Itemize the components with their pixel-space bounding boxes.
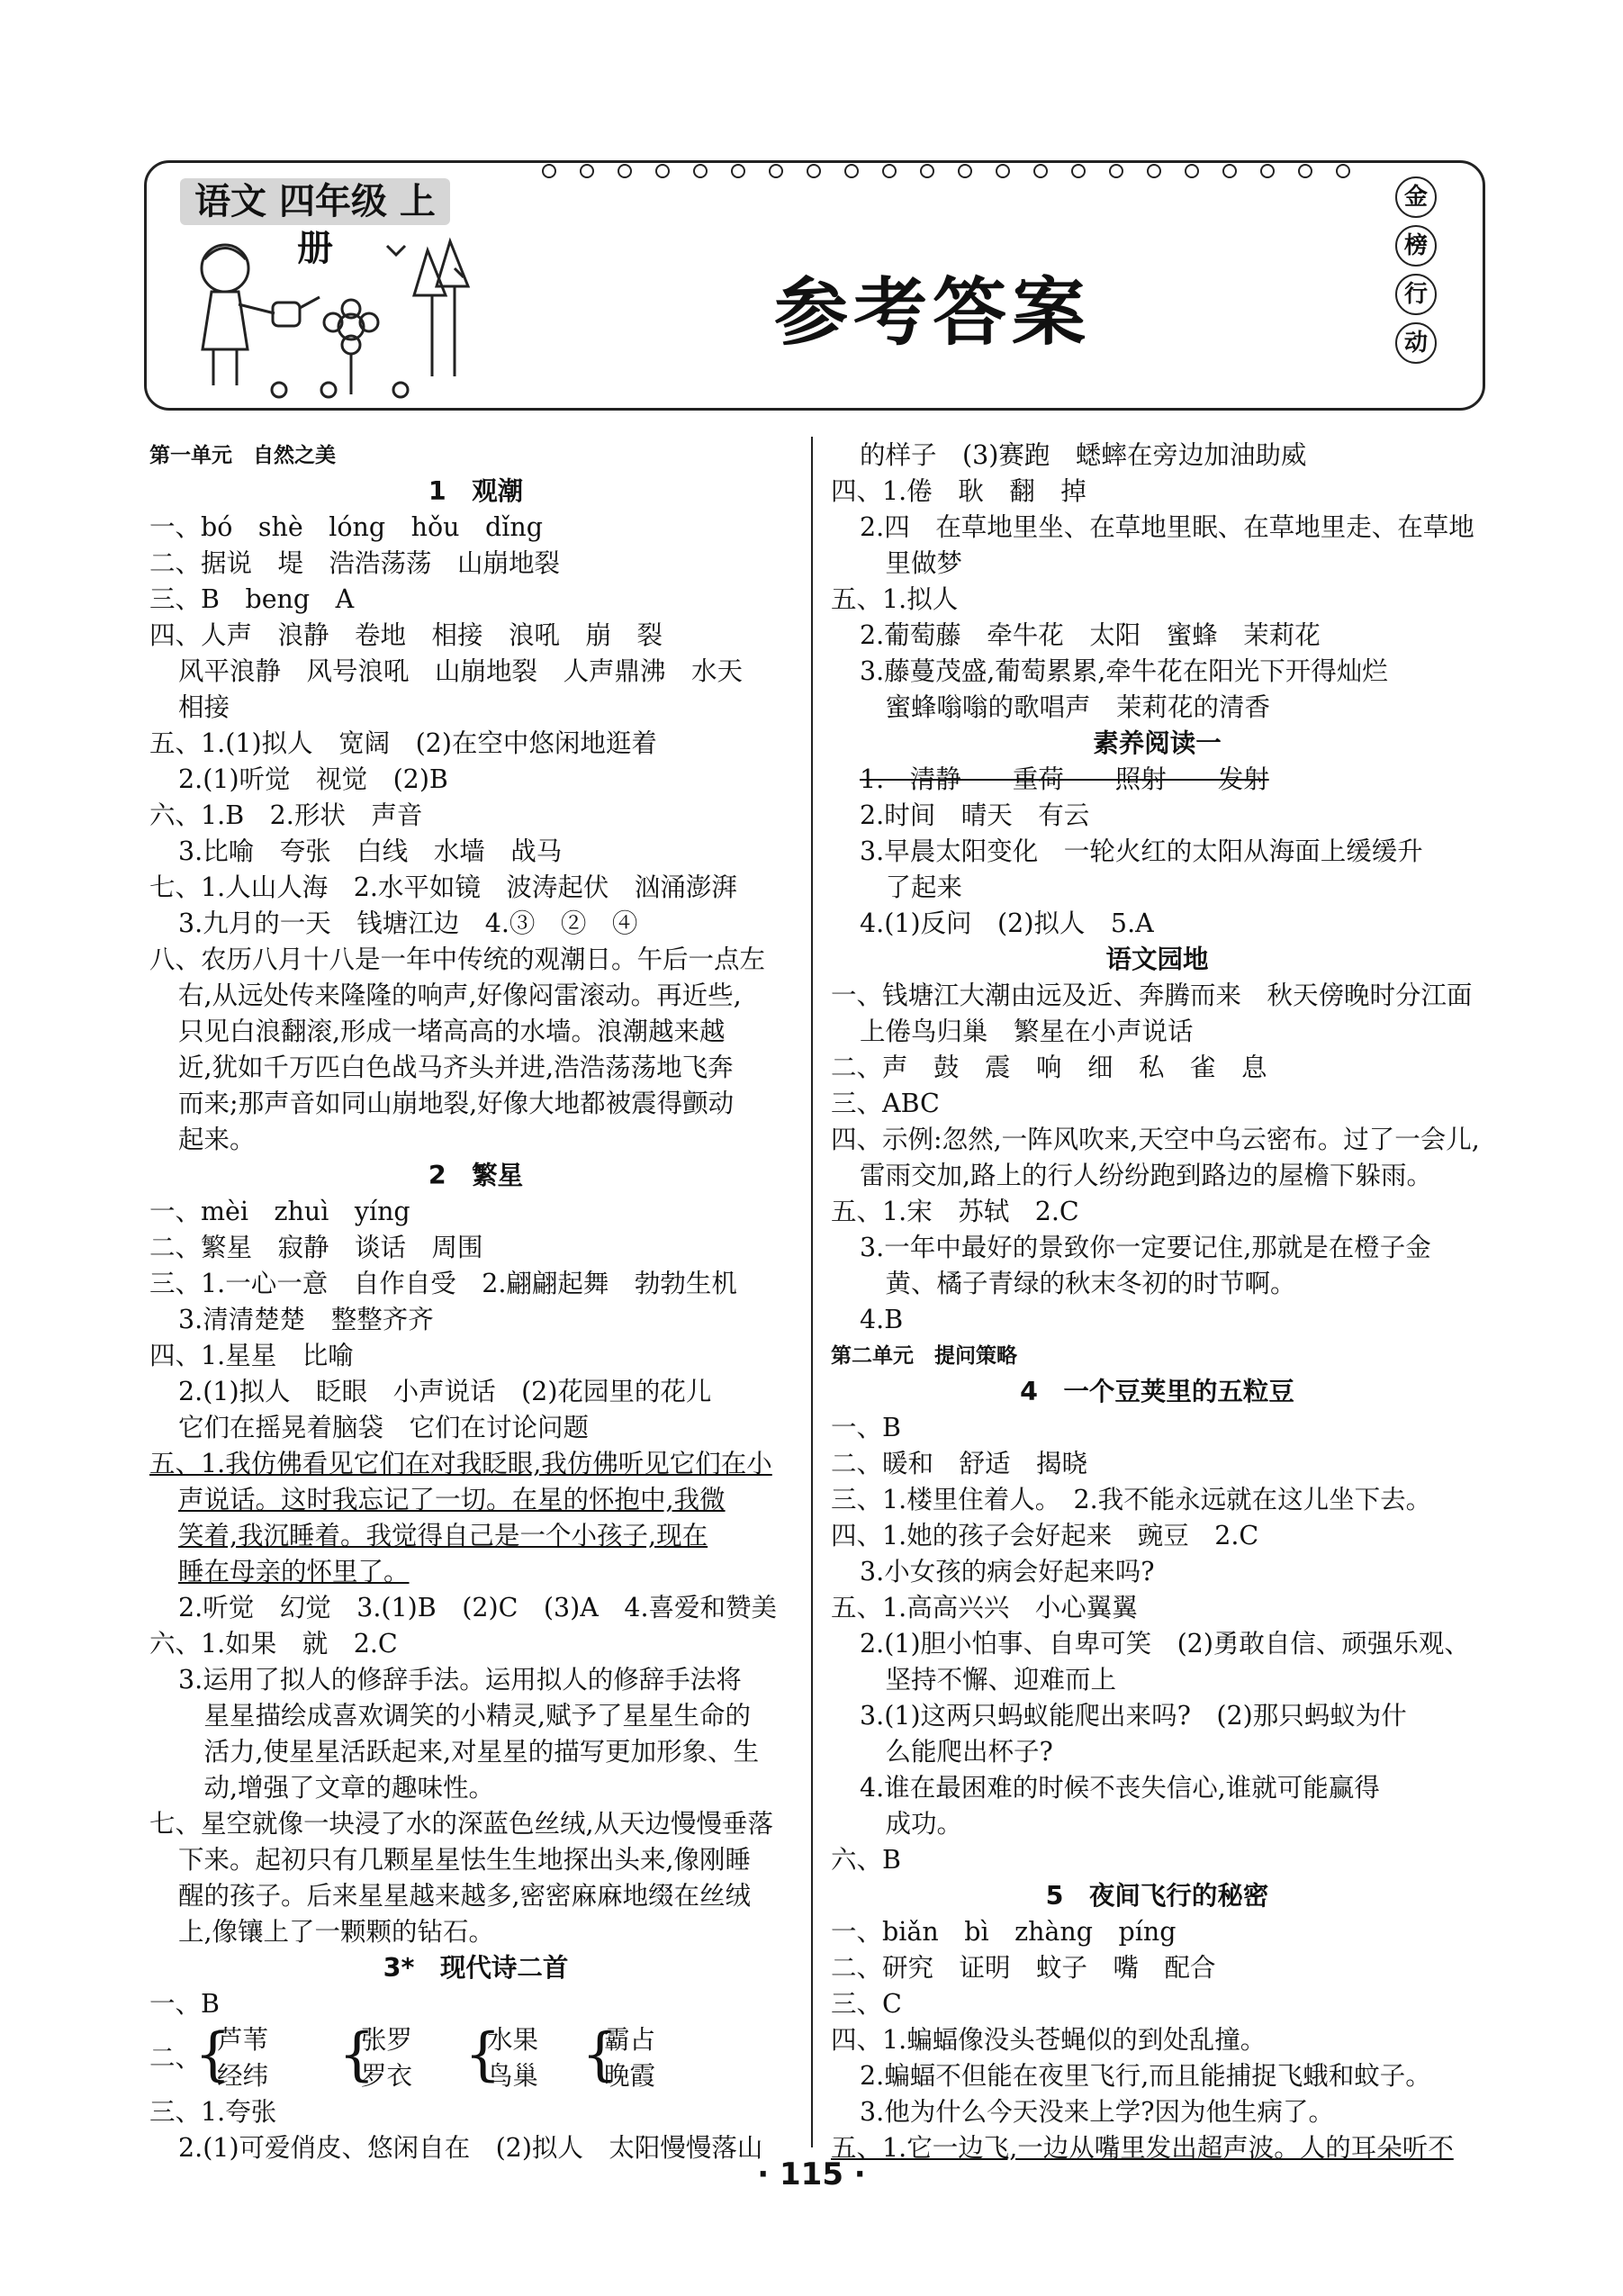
answer-line: 3.九月的一天 钱塘江边 4.③ ② ④ xyxy=(178,908,638,938)
underlined-answer-line: 声说话。这时我忘记了一切。在星的怀抱中,我微 xyxy=(178,1485,726,1514)
answer-line: 二、研究 证明 蚊子 嘴 配合 xyxy=(831,1953,1216,1983)
answer-line: 蜜蜂嗡嗡的歌唱声 茉莉花的清香 xyxy=(860,692,1271,722)
answer-line: 3.(1)这两只蚂蚁能爬出来吗? (2)那只蚂蚁为什 xyxy=(860,1701,1407,1731)
answer-line: 坚持不懈、迎难而上 xyxy=(860,1665,1117,1695)
answer-line: 六、B xyxy=(831,1845,901,1875)
answer-line: 二、暖和 舒适 揭晓 xyxy=(831,1449,1088,1478)
answer-line: 二、声 鼓 震 响 细 私 雀 息 xyxy=(831,1053,1267,1082)
answer-line: 一、mèi zhuì yíng xyxy=(149,1197,410,1226)
answer-line: 四、示例:忽然,一阵风吹来,天空中乌云密布。过了一会儿, xyxy=(831,1125,1480,1154)
answer-line: 里做梦 xyxy=(860,548,963,578)
answer-line: 3.一年中最好的景致你一定要记住,那就是在橙子金 xyxy=(860,1233,1431,1262)
answer-line: 2.(1)可爱俏皮、悠闲自在 (2)拟人 太阳慢慢落山 xyxy=(178,2133,763,2163)
answer-line: 三、C xyxy=(831,1989,902,2019)
brand-char: 行 xyxy=(1395,274,1437,315)
brace-word: 霸占 xyxy=(604,2025,656,2055)
answer-line: 一、B xyxy=(831,1413,901,1442)
answer-line: 4.(1)反问 (2)拟人 5.A xyxy=(860,908,1154,938)
answer-line: 五、1.拟人 xyxy=(831,584,959,614)
answer-line: 近,犹如千万匹白色战马齐头并进,浩浩荡荡地飞奔 xyxy=(178,1053,734,1082)
answer-line: 下来。起初只有几颗星星怯生生地探出头来,像刚睡 xyxy=(178,1845,752,1875)
brace-word: 芦苇 xyxy=(217,2025,269,2055)
answer-line: 黄、橘子青绿的秋末冬初的时节啊。 xyxy=(860,1269,1296,1298)
answer-line: 2.时间 晴天 有云 xyxy=(860,800,1090,830)
answer-line: 七、1.人山人海 2.水平如镜 波涛起伏 汹涌澎湃 xyxy=(149,872,737,902)
brace-word: 水果 xyxy=(487,2025,539,2055)
answer-line: 相接 xyxy=(178,692,230,722)
answer-line: 3.早晨太阳变化 一轮火红的太阳从海面上缓缓升 xyxy=(860,836,1423,866)
answer-line: 四、人声 浪静 卷地 相接 浪吼 崩 裂 xyxy=(149,620,663,650)
answer-line: 一、biǎn bì zhàng píng xyxy=(831,1917,1177,1947)
answer-line: 二、繁星 寂静 谈话 周围 xyxy=(149,1233,483,1262)
girl-watering-flowers-illustration xyxy=(185,232,491,403)
answer-line: 二、据说 堤 浩浩荡荡 山崩地裂 xyxy=(149,548,561,578)
answer-line: 2.(1)胆小怕事、自卑可笑 (2)勇敢自信、顽强乐观、 xyxy=(860,1629,1470,1659)
answer-line: 2.葡萄藤 牵牛花 太阳 蜜蜂 茉莉花 xyxy=(860,620,1321,650)
answer-line: 风平浪静 风号浪吼 山崩地裂 人声鼎沸 水天 xyxy=(178,656,744,686)
underlined-answer-line: 睡在母亲的怀里了。 xyxy=(178,1557,410,1586)
answer-line: 起来。 xyxy=(178,1125,256,1154)
answer-line: 右,从远处传来隆隆的响声,好像闷雷滚动。再近些, xyxy=(178,981,742,1010)
answer-line: 3.他为什么今天没来上学?因为他生病了。 xyxy=(860,2097,1334,2127)
answer-line: 五、1.宋 苏轼 2.C xyxy=(831,1197,1079,1226)
left-column xyxy=(149,438,802,2166)
lesson-title: 5 夜间飞行的秘密 xyxy=(1045,1881,1269,1911)
answer-line: 一、bó shè lóng hǒu dǐng xyxy=(149,512,543,542)
answer-line: 三、1.一心一意 自作自受 2.翩翩起舞 勃勃生机 xyxy=(149,1269,737,1298)
answer-line: 上倦鸟归巢 繁星在小声说话 xyxy=(860,1017,1194,1046)
answer-line: 星星描绘成喜欢调笑的小精灵,赋予了星星生命的 xyxy=(178,1701,752,1731)
underlined-answer-line: 五、1.我仿佛看见它们在对我眨眼,我仿佛听见它们在小 xyxy=(149,1449,772,1478)
unit-heading: 第一单元 自然之美 xyxy=(149,443,336,467)
answer-line: 雷雨交加,路上的行人纷纷跑到路边的屋檐下躲雨。 xyxy=(860,1161,1433,1190)
answer-line: 五、1.(1)拟人 宽阔 (2)在空中悠闲地逛着 xyxy=(149,728,657,758)
lesson-title: 4 一个豆荚里的五粒豆 xyxy=(1020,1377,1294,1406)
answer-line: 的样子 (3)赛跑 蟋蟀在旁边加油助威 xyxy=(860,440,1307,470)
answer-line: 七、星空就像一块浸了水的深蓝色丝绒,从天边慢慢垂落 xyxy=(149,1809,774,1839)
brace-word: 晚霞 xyxy=(604,2061,656,2091)
answer-line: 2.蝙蝠不但能在夜里飞行,而且能捕捉飞蛾和蚊子。 xyxy=(860,2061,1431,2091)
answer-line: 四、1.星星 比喻 xyxy=(149,1341,354,1370)
answer-line: 一、钱塘江大潮由远及近、奔腾而来 秋天傍晚时分江面 xyxy=(831,981,1473,1010)
answer-line: 3.比喻 夸张 白线 水墙 战马 xyxy=(178,836,563,866)
binder-rings xyxy=(540,153,1395,189)
lesson-title: 1 观潮 xyxy=(428,476,524,506)
brace-mark: { xyxy=(194,2021,231,2088)
answer-line: 四、1.蝙蝠像没头苍蝇似的到处乱撞。 xyxy=(831,2025,1267,2055)
answer-line: 六、1.B 2.形状 声音 xyxy=(149,800,423,830)
answer-line: 三、ABC xyxy=(831,1089,940,1118)
answer-line: 四、1.她的孩子会好起来 豌豆 2.C xyxy=(831,1521,1259,1550)
unit-heading: 第二单元 提问策略 xyxy=(831,1343,1017,1368)
answer-line: 醒的孩子。后来星星越来越多,密密麻麻地缀在丝绒 xyxy=(178,1881,752,1911)
brand-badge xyxy=(1395,176,1438,371)
answer-line: 六、1.如果 就 2.C xyxy=(149,1629,398,1659)
answer-line: 三、1.夸张 xyxy=(149,2097,277,2127)
lesson-title: 3* 现代诗二首 xyxy=(383,1953,569,1983)
answer-line: 3.藤蔓茂盛,葡萄累累,牵牛花在阳光下开得灿烂 xyxy=(860,656,1388,686)
brace-word: 张罗 xyxy=(361,2025,413,2055)
answer-line: 3.运用了拟人的修辞手法。运用拟人的修辞手法将 xyxy=(178,1665,742,1695)
brace-word: 鸟巢 xyxy=(487,2061,539,2091)
right-column xyxy=(831,438,1483,2166)
answer-line: 活力,使星星活跃起来,对星星的描写更加形象、生 xyxy=(178,1737,760,1767)
subject-badge: 语文 四年级 上册 xyxy=(180,178,450,225)
brace-word: 经纬 xyxy=(217,2061,269,2091)
answer-line: 了起来 xyxy=(860,872,963,902)
brand-char: 金 xyxy=(1395,176,1437,218)
brace-mark: { xyxy=(464,2021,501,2088)
answer-line: 而来;那声音如同山崩地裂,好像大地都被震得颤动 xyxy=(178,1089,735,1118)
answer-line: 五、1.高高兴兴 小心翼翼 xyxy=(831,1593,1138,1623)
answer-line: 上,像镶上了一颗颗的钻石。 xyxy=(178,1917,495,1947)
answer-line: 八、农历八月十八是一年中传统的观潮日。午后一点左 xyxy=(149,945,766,974)
answer-line: 动,增强了文章的趣味性。 xyxy=(178,1773,495,1803)
answer-line: 2.听觉 幻觉 3.(1)B (2)C (3)A 4.喜爱和赞美 xyxy=(178,1593,778,1623)
answer-line: 么能爬出杯子? xyxy=(860,1737,1053,1767)
underlined-answer-line: 笑着,我沉睡着。我觉得自己是一个小孩子,现在 xyxy=(178,1521,708,1550)
struck-answer-line: 1. 清静 重荷 照射 发射 xyxy=(860,764,1269,794)
answer-line: 3.小女孩的病会好起来吗? xyxy=(860,1557,1155,1586)
underlined-answer-line: 五、1.它一边飞,一边从嘴里发出超声波。人的耳朵听不 xyxy=(831,2133,1454,2163)
answer-line: 成功。 xyxy=(860,1809,963,1839)
answer-line: 3.清清楚楚 整整齐齐 xyxy=(178,1305,434,1334)
brace-word: 罗衣 xyxy=(361,2061,413,2091)
brace-match-row xyxy=(149,2022,802,2094)
answer-line: 只见白浪翻滚,形成一堵高高的水墙。浪潮越来越 xyxy=(178,1017,726,1046)
answer-line: 一、B xyxy=(149,1989,220,2019)
answer-line: 2.四 在草地里坐、在草地里眠、在草地里走、在草地 xyxy=(860,512,1474,542)
column-divider xyxy=(811,437,813,2147)
answer-line: 2.(1)拟人 眨眼 小声说话 (2)花园里的花儿 xyxy=(178,1377,712,1406)
brand-char: 榜 xyxy=(1395,225,1437,267)
answer-line: 三、1.楼里住着人。 2.我不能永远就在这儿坐下去。 xyxy=(831,1485,1432,1514)
section-title: 语文园地 xyxy=(1105,945,1209,974)
brand-char: 动 xyxy=(1395,322,1437,364)
answer-line: 4.B xyxy=(860,1305,904,1334)
lesson-title: 2 繁星 xyxy=(428,1161,524,1190)
page-number: · 115 · xyxy=(757,2156,866,2192)
answer-line: 2.(1)听觉 视觉 (2)B xyxy=(178,764,448,794)
answer-line: 4.谁在最困难的时候不丧失信心,谁就可能赢得 xyxy=(860,1773,1380,1803)
answer-line: 四、1.倦 耿 翻 掉 xyxy=(831,476,1087,506)
answer-line: 它们在摇晃着脑袋 它们在讨论问题 xyxy=(178,1413,590,1442)
section-title: 素养阅读一 xyxy=(1093,728,1222,758)
answer-line: 三、B beng A xyxy=(149,584,355,614)
brace-mark: { xyxy=(582,2021,618,2088)
question-number: 二、 xyxy=(149,2043,202,2073)
page-title: 参考答案 xyxy=(774,269,1092,356)
brace-mark: { xyxy=(338,2021,375,2088)
